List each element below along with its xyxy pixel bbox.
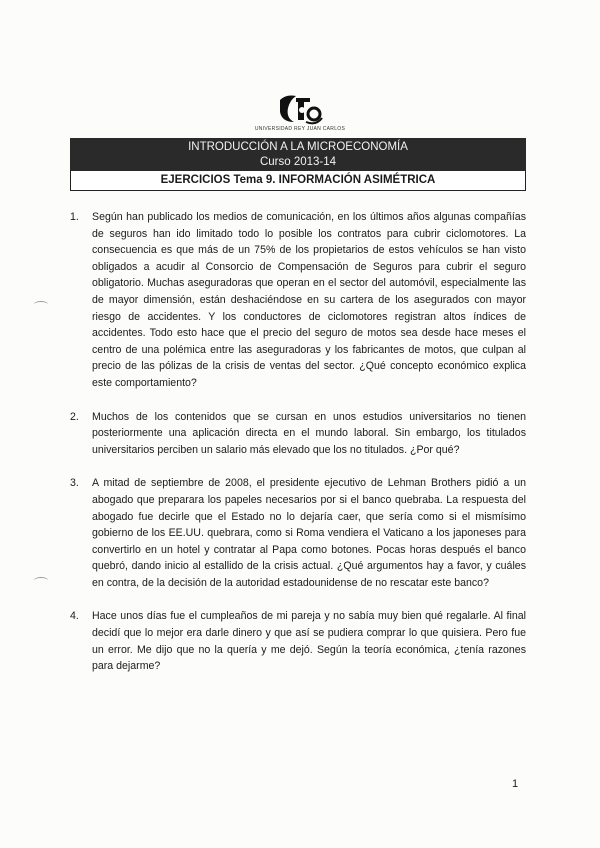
document-header	[70, 138, 526, 191]
scan-artifact	[34, 577, 48, 584]
scan-artifact	[34, 301, 48, 308]
university-crest-icon	[276, 92, 324, 126]
course-title: INTRODUCCIÓN A LA MICROECONOMÍA	[188, 141, 408, 153]
exercise-item	[70, 409, 526, 459]
exercise-item	[70, 608, 526, 674]
course-year: Curso 2013-14	[259, 156, 337, 168]
exercise-title: EJERCICIOS Tema 9. INFORMACIÓN ASIMÉTRICA	[70, 171, 526, 191]
logo-caption: UNIVERSIDAD REY JUAN CARLOS	[254, 126, 346, 132]
exercise-item	[70, 209, 526, 392]
exercise-text: A mitad de septiembre de 2008, el presidente ejecutivo de Lehman Brothers pidió a un abogado que preparara los papeles necesarios por si el banco quebraba. La respuesta del abogado fue decirle que el Estado no lo dejaría caer, que sería como si el mismísimo gobierno de los EE.UU. quebrara, como si Roma vendiera el Vaticano a los japoneses para convertirlo en un hotel y contratar al Papa como botones. Pocas horas después el banco quebró, dando inicio al estallido de la crisis actual. ¿Qué argumentos hay a favor, y cuáles en contra, de la decisión de la autoridad estadounidense de no rescatar este banco?	[92, 477, 526, 589]
exercise-item	[70, 475, 526, 591]
exercise-text: Hace unos días fue el cumpleaños de mi pareja y no sabía muy bien qué regalarle. Al final decidí que lo mejor era darle dinero y que así se pudiera comprar lo que quisiera. Pero fue un error. Me dijo que no la quería y me dejó. Según la teoría económica, ¿tenía razones para dejarme?	[92, 610, 526, 673]
exercise-list	[70, 209, 526, 692]
course-banner	[70, 138, 526, 171]
exercise-text: Muchos de los contenidos que se cursan en unos estudios universitarios no tienen posteriormente una aplicación directa en el mundo laboral. Sin embargo, los titulados universitarios perciben un salario más elevado que los no titulados. ¿Por qué?	[92, 410, 526, 456]
exercise-number: 2.	[70, 410, 79, 423]
page-number: 1	[512, 778, 519, 790]
exercise-number: 3.	[70, 477, 79, 490]
university-logo	[252, 92, 348, 136]
exercise-number: 4.	[70, 610, 79, 623]
exercise-number: 1.	[70, 211, 79, 223]
exercise-text: Según han publicado los medios de comunicación, en los últimos años algunas compañías de seguros han ido limitado todo lo posible los contratos para cubrir ciclomotores. La consecuencia es que más de un 75% de los propietarios de estos vehículos se han visto obligados a acudir al Consorcio de Compensación de Seguros para cubrir el seguro obligatorio. Muchas aseguradoras que operan en el sector del automóvil, especialmente las de mayor dimensión, están deshaciéndose en su cartera de los asegurados con mayor riesgo de accidentes. Y los conductores de ciclomotores registran altos índices de accidentes. Todo esto hace que el precio del seguro de motos sea desde hace meses el centro de una polémica entre las aseguradoras y los fabricantes de motos, que culpan al precio de las pólizas de la crisis de ventas del sector. ¿Qué concepto económico explica este comportamiento?	[92, 211, 526, 389]
